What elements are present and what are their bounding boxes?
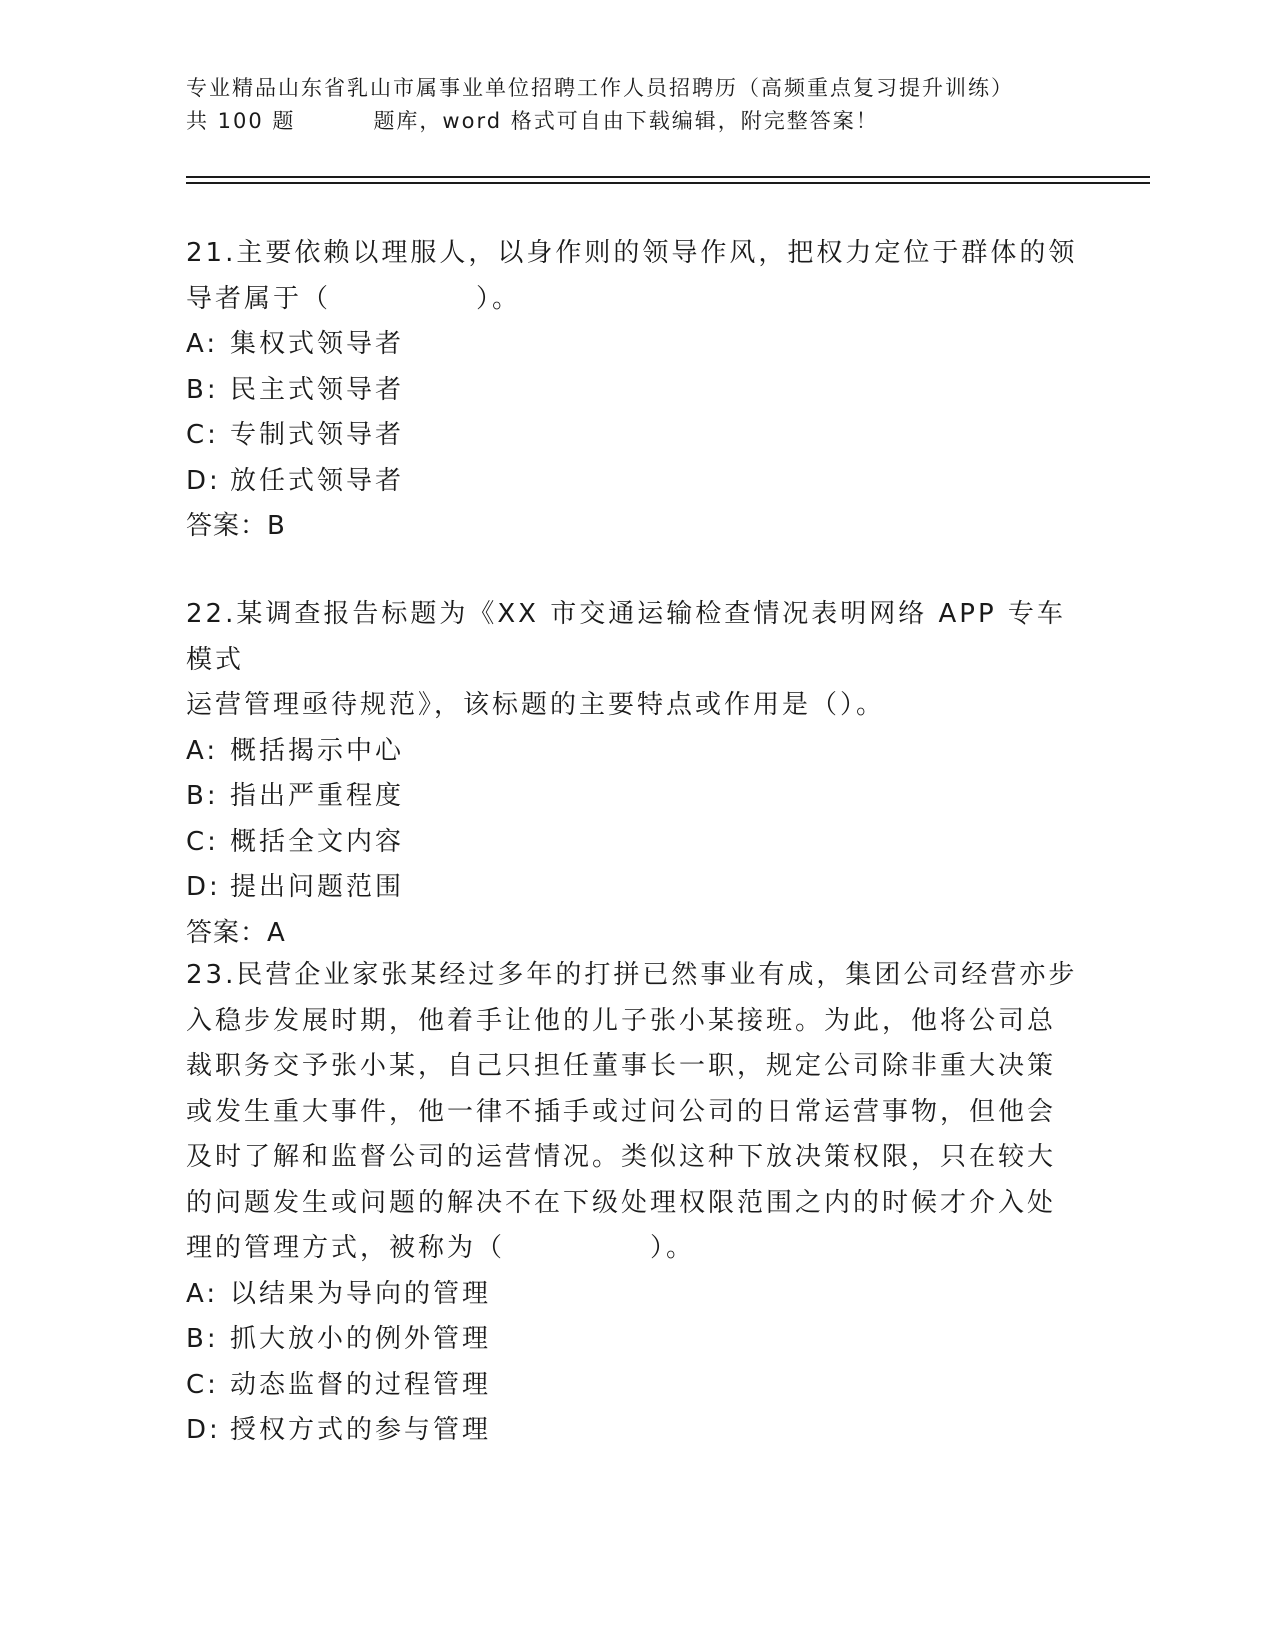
option-text: 概括揭示中心 [230,735,405,766]
header-subtitle-line [186,105,1086,138]
option-label: B: [186,374,219,405]
question-stem-line: 21.主要依赖以理服人，以身作则的领导作风，把权力定位于群体的领 [186,238,1078,268]
option-b [186,1317,1086,1363]
option-text: 提出问题范围 [230,872,405,902]
option-label: A: [186,735,219,766]
option-label: D: [186,1415,221,1445]
option-text: 动态监督的过程管理 [230,1369,492,1400]
header-title-line: 专业精品山东省乳山市属事业单位招聘工作人员招聘历（高频重点复习提升训练） [186,76,1014,100]
option-text: 集权式领导者 [230,329,405,359]
question-stem-line: 理的管理方式，被称为（ ）。 [186,1233,696,1263]
question-stem-line: 导者属于（ ）。 [186,283,522,314]
option-b [186,774,1086,820]
question-stem-line: 及时了解和监督公司的运营情况。类似这种下放决策权限，只在较大 [186,1142,1057,1172]
question-stem-line: 22.某调查报告标题为《XX 市交通运输检查情况表明网络 APP 专车模式 [186,599,1066,675]
question-stem-line: 裁职务交予张小某，自己只担任董事长一职，规定公司除非重大决策 [186,1051,1057,1081]
question-21 [186,231,1086,550]
question-stem-line: 运营管理亟待规范》，该标题的主要特点或作用是（）。 [186,690,886,720]
answer-line: 答案：B [186,511,286,541]
option-label: C: [186,420,219,450]
option-d [186,865,1086,911]
question-stem-line: 入稳步发展时期，他着手让他的儿子张小某接班。为此，他将公司总 [186,1005,1057,1036]
option-a [186,1272,1086,1318]
option-label: B: [186,1324,219,1354]
option-text: 专制式领导者 [230,420,405,450]
option-c [186,413,1086,459]
option-label: D: [186,872,221,902]
option-text: 概括全文内容 [230,826,405,857]
option-text: 放任式领导者 [230,465,405,496]
question-22 [186,592,1086,956]
answer-line: 答案：A [186,917,286,948]
option-c [186,1363,1086,1409]
option-text: 授权方式的参与管理 [230,1415,492,1445]
header-divider-bottom [186,182,1150,184]
question-stem-line: 23.民营企业家张某经过多年的打拼已然事业有成，集团公司经营亦步 [186,960,1078,990]
option-label: A: [186,1278,219,1309]
option-d [186,459,1086,505]
option-text: 指出严重程度 [230,781,405,811]
option-text: 民主式领导者 [230,374,405,405]
option-text: 以结果为导向的管理 [230,1278,492,1309]
question-stem-line: 或发生重大事件，他一律不插手或过问公司的日常运营事物，但他会 [186,1096,1057,1127]
option-b [186,368,1086,414]
option-a [186,729,1086,775]
option-label: A: [186,329,219,359]
option-label: C: [186,1369,219,1400]
option-label: C: [186,826,219,857]
option-label: B: [186,781,219,811]
header-divider-top [186,176,1150,178]
option-text: 抓大放小的例外管理 [230,1324,492,1354]
option-d [186,1408,1086,1454]
question-stem-line: 的问题发生或问题的解决不在下级处理权限范围之内的时候才介入处 [186,1187,1057,1218]
header-description: 题库，word 格式可自由下载编辑，附完整答案！ [373,109,879,133]
header-question-count: 共 100 题 [186,109,296,133]
option-a [186,322,1086,368]
option-label: D: [186,465,221,496]
question-23 [186,953,1086,1454]
document-header [186,72,1086,138]
option-c [186,820,1086,866]
